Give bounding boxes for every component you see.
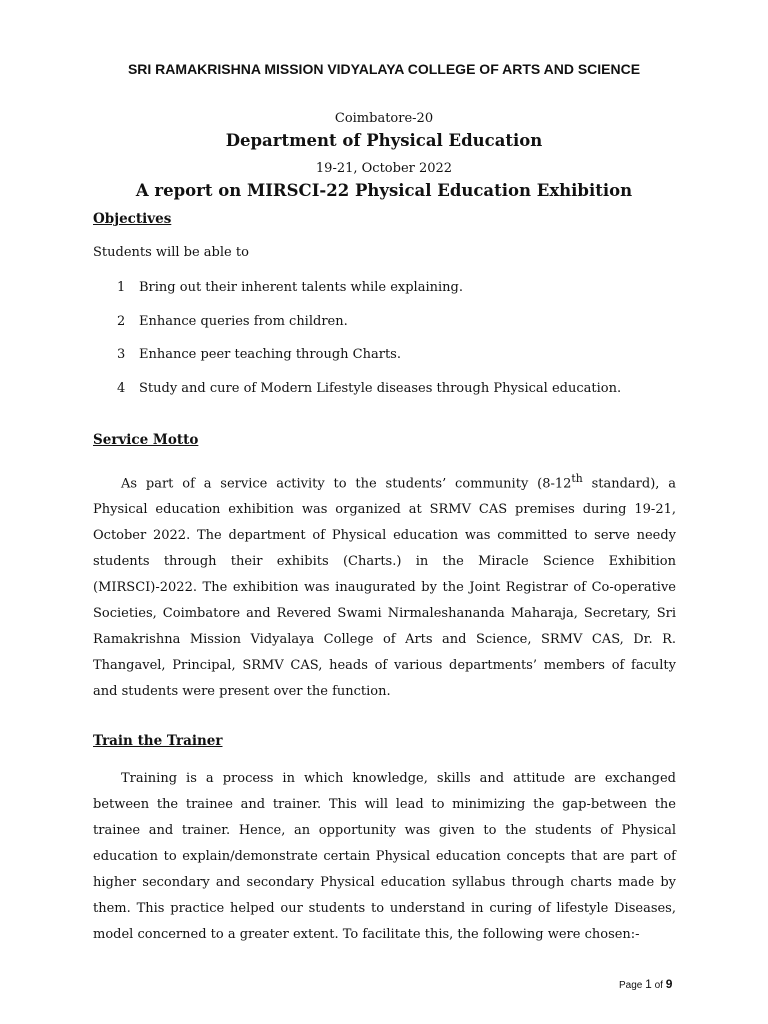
report-title: A report on MIRSCI-22 Physical Education Exhibition [135, 181, 633, 200]
institution-name: SRI RAMAKRISHNA MISSION VIDYALAYA COLLEGE OF ARTS AND SCIENCE [127, 61, 641, 77]
objective-number: 3 [117, 347, 126, 362]
total-pages: 9 [665, 977, 673, 991]
objective-text: Enhance peer teaching through Charts. [139, 347, 401, 362]
objectives-heading: Objectives [93, 211, 172, 227]
objective-number: 4 [117, 381, 126, 396]
page-footer [619, 977, 672, 991]
service-motto-text-rest: standard), a Physical education exhibition was organized at SRMV CAS premises during 19-21, October 2022. The department of Physical education was committed to serve needy students through their exhibits (Charts.) in the Miracle Science Exhibition (MIRSCI)-2022. The exhibition was inaugurated by the Joint Registrar of Co-operative Societies, Coimbatore and Revered Swami Nirmaleshananda Maharaja, Secretary, Sri Ramakrishna Mission Vidyalaya College of Arts and Science, SRMV CAS, Dr. R. Thangavel, Principal, SRMV CAS, heads of various departments’ members of faculty and students were present over the function. [93, 476, 676, 700]
event-dates: 19-21, October 2022 [315, 161, 453, 176]
objective-text: Study and cure of Modern Lifestyle diseases through Physical education. [139, 381, 622, 396]
page-number: 1 [645, 977, 652, 991]
service-motto-paragraph [93, 466, 676, 705]
train-the-trainer-paragraph: Training is a process in which knowledge, skills and attitude are exchanged between the trainee and trainer. This will lead to minimizing the gap-between the trainee and trainer. Hence, an opportunity was given to the students of Physical education to explain/demonstrate certain Physical education concepts that are part of higher secondary and secondary Physical education syllabus through charts made by them. This practice helped our students to understand in curing of lifestyle Diseases, model concerned to a greater extent. To facilitate this, the following were chosen:- [93, 771, 676, 942]
objective-item [117, 280, 463, 295]
location: Coimbatore-20 [334, 111, 434, 126]
objective-number: 2 [117, 314, 126, 329]
objective-number: 1 [117, 280, 126, 295]
of-label: of [654, 980, 663, 991]
service-motto-heading: Service Motto [93, 432, 199, 448]
superscript-th: th [571, 472, 583, 485]
objectives-intro: Students will be able to [93, 245, 249, 260]
objective-text: Bring out their inherent talents while explaining. [139, 280, 463, 295]
service-motto-text-start: As part of a service activity to the students’ community (8-12 [121, 476, 572, 492]
objective-item [117, 381, 621, 396]
department-title: Department of Physical Education [225, 131, 543, 150]
objective-item [117, 347, 401, 362]
train-the-trainer-heading: Train the Trainer [93, 733, 223, 749]
objective-item [117, 314, 348, 329]
objective-text: Enhance queries from children. [139, 314, 348, 329]
page-label: Page [619, 980, 643, 991]
